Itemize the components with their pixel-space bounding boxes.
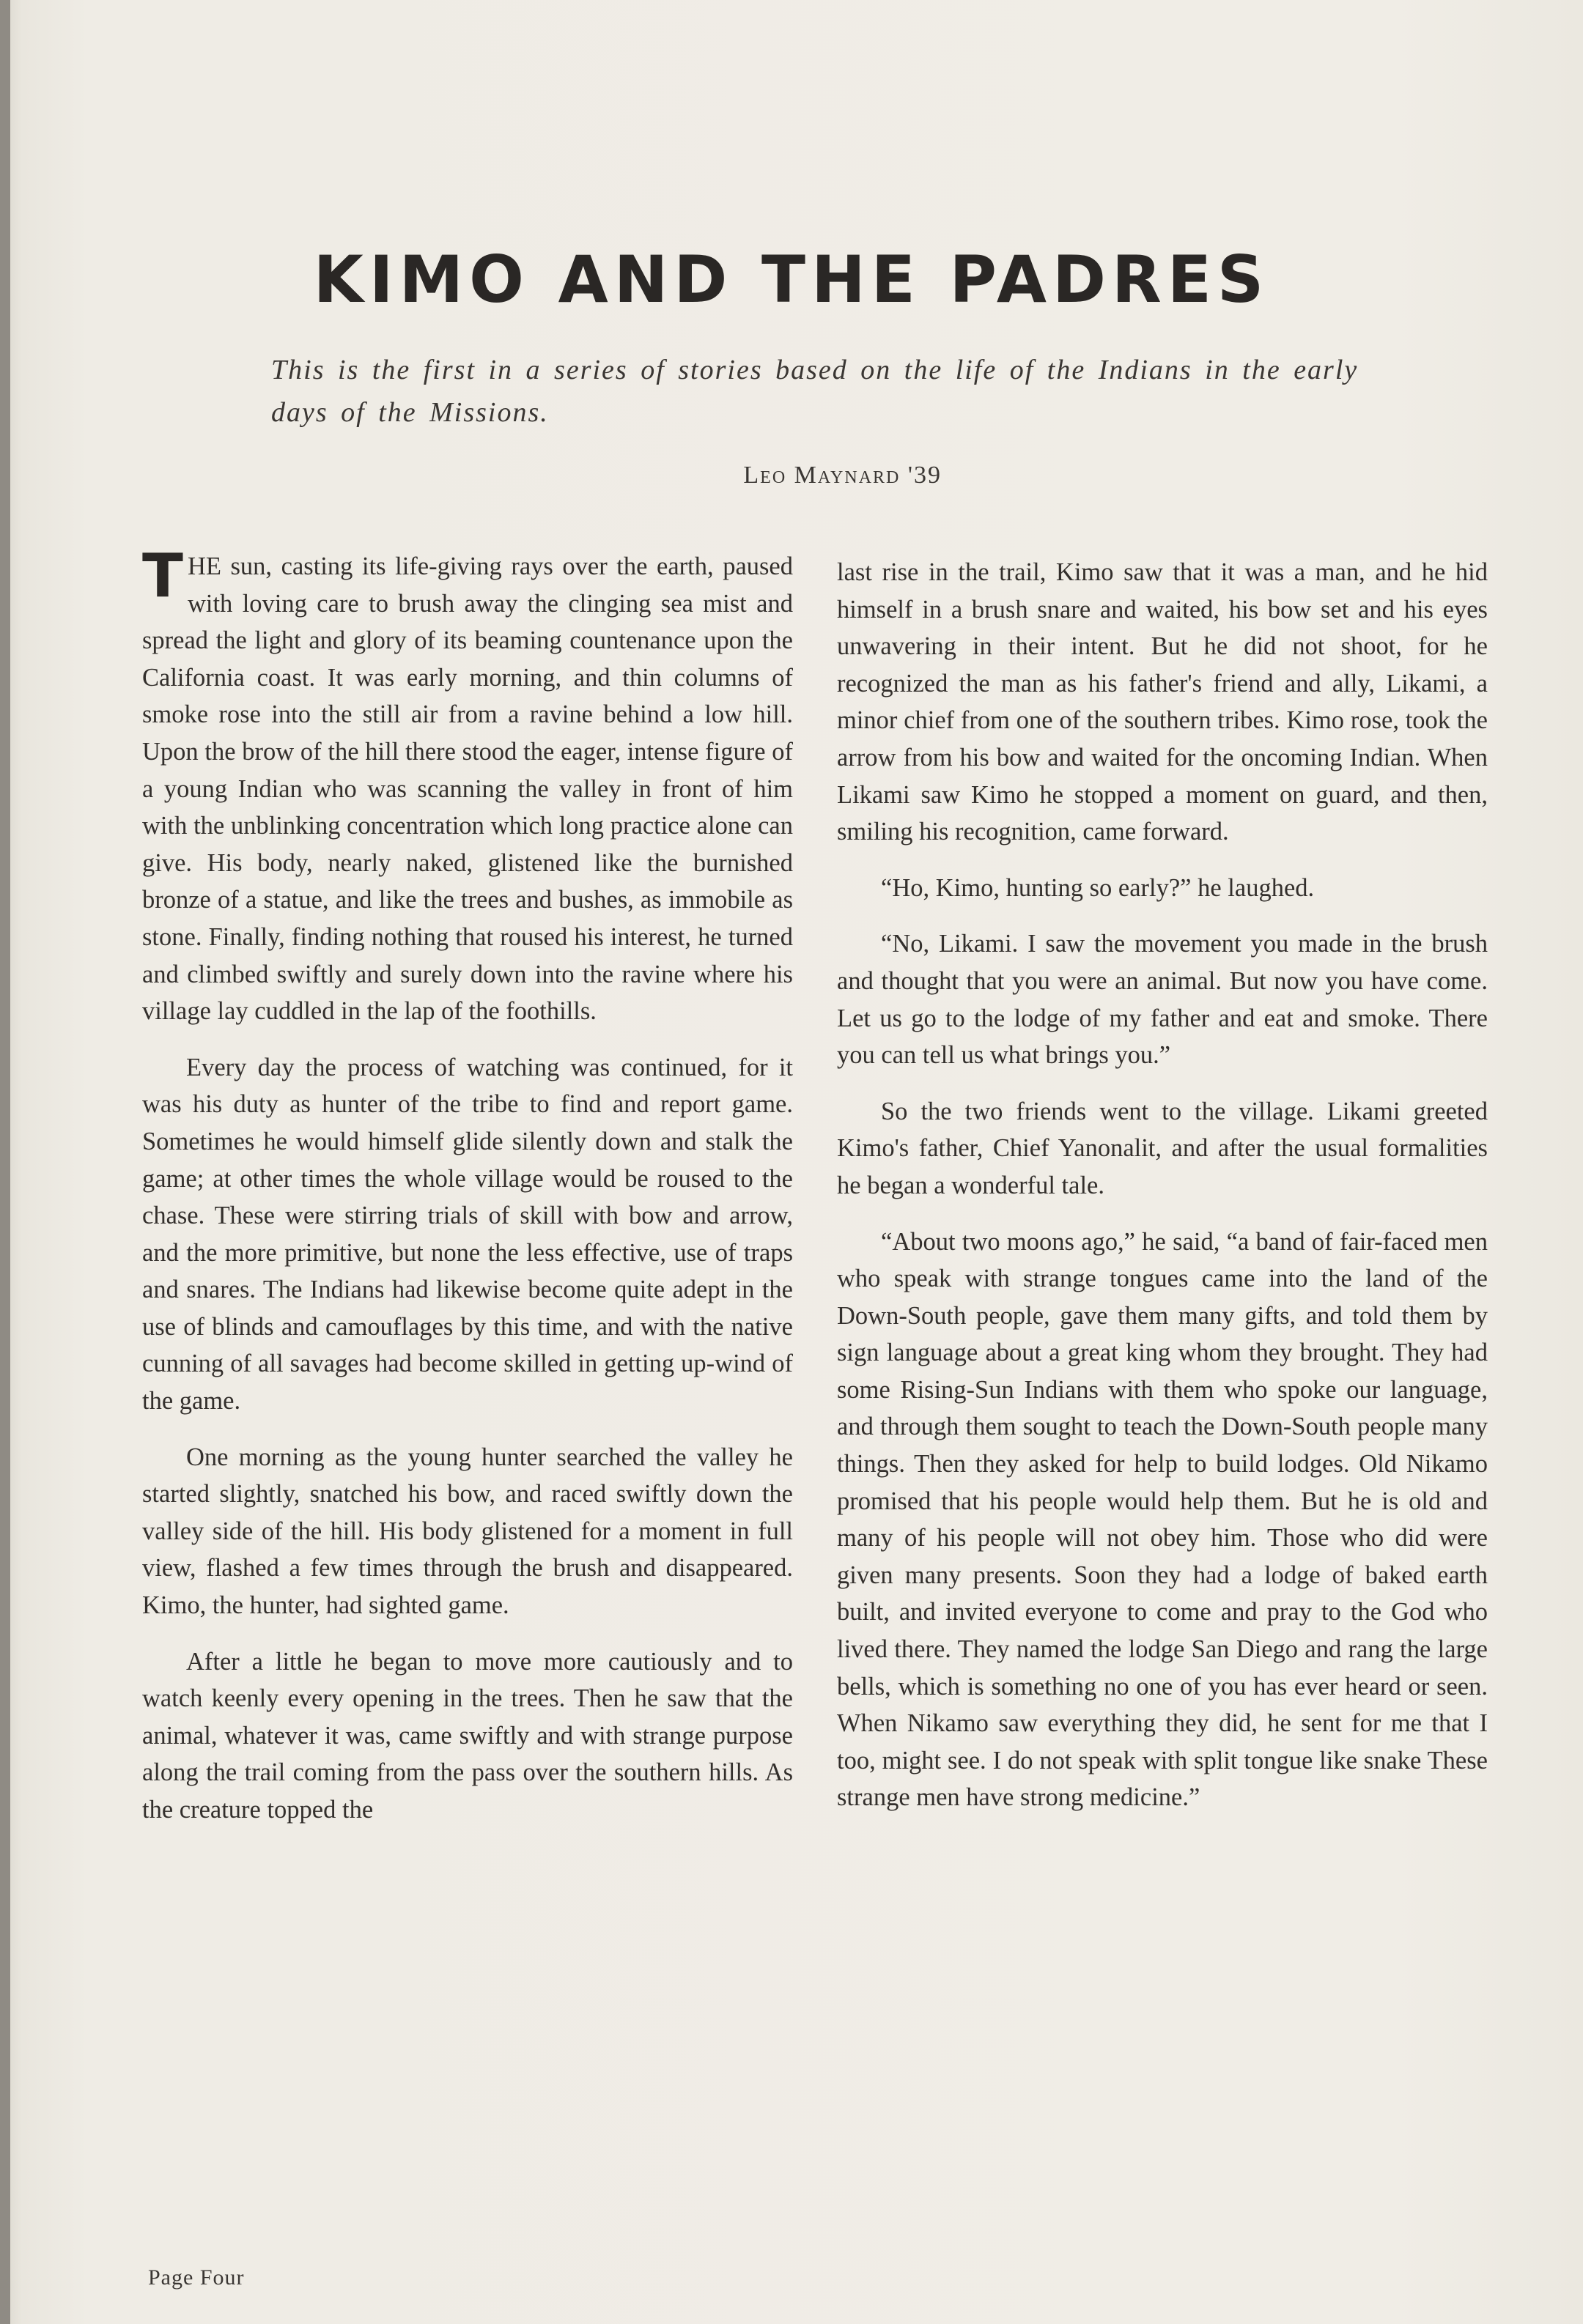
left-column: [142, 541, 793, 1848]
article-subtitle: This is the first in a series of stories based on the life of the Indians in the early days of the Missions.: [271, 355, 1359, 428]
right-column: [837, 554, 1488, 1835]
paragraph: [142, 541, 793, 1030]
paragraph: “Ho, Kimo, hunting so early?” he laughed.: [881, 873, 1315, 902]
paragraph: One morning as the young hunter searched the valley he started slightly, snatched his bow, and raced swiftly down the valley side of the hill. His body glistened for a moment in full view, flashed a few times through the brush and disappeared. Kimo, the hunter, had sighted game.: [142, 1443, 793, 1620]
paragraph: After a little he began to move more cautiously and to watch keenly every opening in the trees. Then he saw that the animal, whatever it was, came swiftly and with strange purpose along the trail coming from the pass over the southern hills. As the creature topped the: [142, 1647, 793, 1824]
paragraph: “No, Likami. I saw the movement you made in the brush and thought that you were an animal. But now you have come. Let us go to the lodge of my father and eat and smoke. There you can tell us what brings you.”: [837, 930, 1488, 1070]
paragraph: So the two friends went to the village. Likami greeted Kimo's father, Chief Yanonalit, and after the usual formalities he began a wonderful tale.: [837, 1097, 1488, 1199]
paragraph: last rise in the trail, Kimo saw that it was a man, and he hid himself in a brush snare and waited, his bow set and his eyes unwavering in their intent. But he did not shoot, for he recognized the man as his father's friend and ally, Likami, a minor chief from one of the southern tribes. Kimo rose, took the arrow from his bow and waited for the oncoming Indian. When Likami saw Kimo he stopped a moment on guard, and then, smiling his recognition, came forward.: [837, 558, 1488, 846]
paragraph: Every day the process of watching was continued, for it was his duty as hunter of the tribe to find and report game. Sometimes he would himself glide silently down and stalk the game; at other times the whole village would be roused to the chase. These were stirring trials of skill with bow and arrow, and the more primitive, but none the less effective, use of traps and snares. The Indians had likewise become quite adept in the use of blinds and camouflages by this time, and with the native cunning of all savages had become skilled in getting up-wind of the game.: [142, 1053, 793, 1416]
article-title: KIMO AND THE PADRES: [313, 242, 1270, 317]
article-byline: Leo Maynard '39: [743, 462, 942, 489]
page-binding-edge: [0, 0, 10, 2324]
paragraph: “About two moons ago,” he said, “a band of fair-faced men who speak with strange tongues came into the land of the Down-South people, gave them many gifts, and told them by sign language about a great king whom they brought. They had some Rising-Sun Indians with them who spoke our language, and through them sought to teach the Down-South people many things. Then they asked for help to build lodges. Old Nikamo promised that his people would help them. But he is old and many of his people will not obey him. Those who did were given many presents. Soon they had a lodge of baked earth built, and invited everyone to come and pray to the God who lived there. They named the lodge San Diego and rang the large bells, which is something no one of you has ever heard or seen. When Nikamo saw everything they did, he sent for me that I too, might see. I do not speak with split tongue like snake These strange men have strong medicine.”: [837, 1227, 1488, 1812]
paragraph-text: HE sun, casting its life-giving rays over the earth, paused with loving care to brush away the clinging sea mist and spread the light and glory of its beaming countenance upon the California coast. It was early morning, and thin columns of smoke rose into the still air from a ravine behind a low hill. Upon the brow of the hill there stood the eager, intense figure of a young Indian who was scanning the valley in front of him with the unblinking concentration which long practice alone can give. His body, nearly naked, glistened like the burnished bronze of a statue, and like the trees and bushes, as immobile as stone. Finally, finding nothing that roused his interest, he turned and climbed swiftly and surely down into the ravine where his village lay cuddled in the lap of the foothills.: [142, 552, 793, 1026]
page-number-label: Page Four: [148, 2265, 245, 2290]
drop-cap: T: [142, 541, 183, 611]
